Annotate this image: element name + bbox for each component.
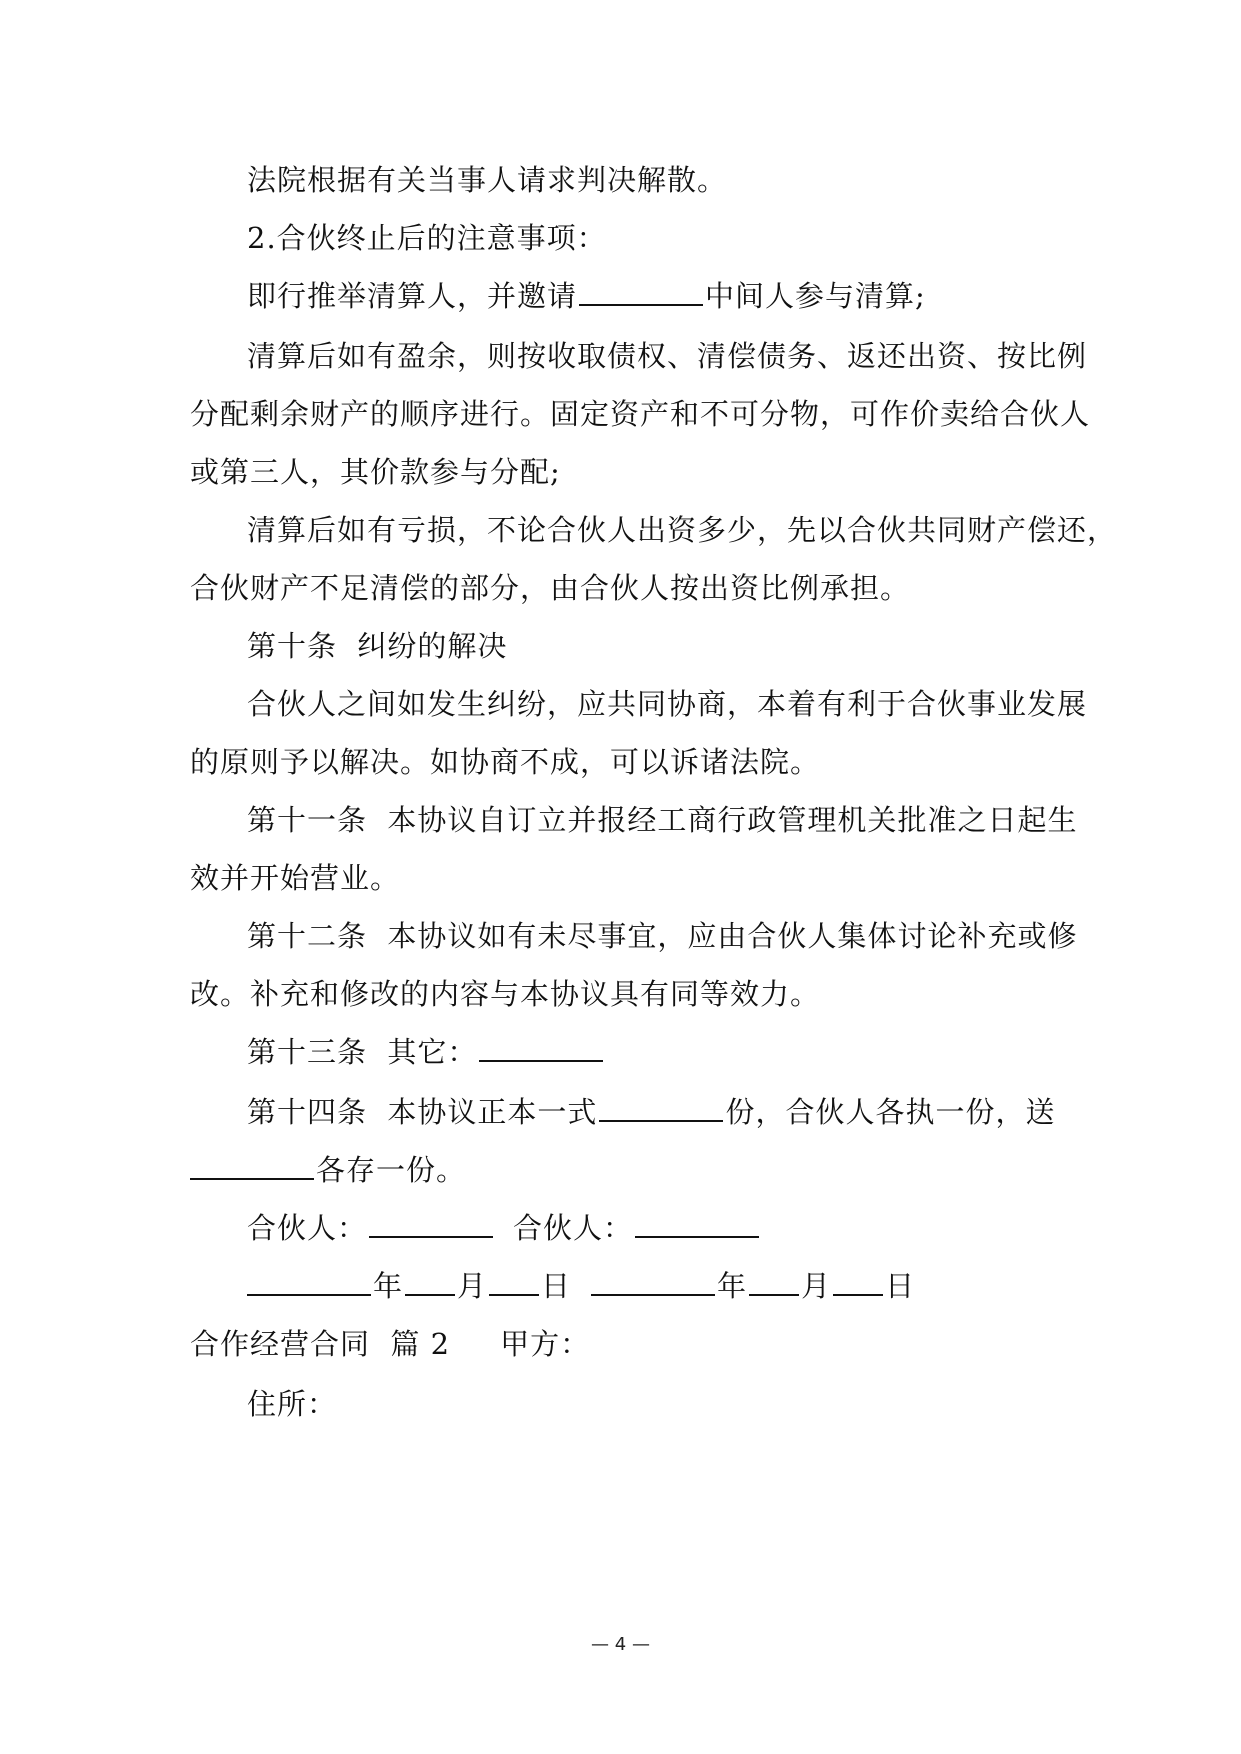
text: 第十二条 本协议如有未尽事宜，应由合伙人集体讨论补充或修 [247, 919, 1078, 953]
text: 年 [373, 1269, 404, 1303]
day-blank[interactable] [833, 1266, 883, 1296]
text: 分配剩余财产的顺序进行。固定资产和不可分物，可作价卖给合伙人 [190, 397, 1091, 431]
text: 住所： [247, 1387, 338, 1421]
text-line [247, 1384, 337, 1424]
text-line [190, 568, 910, 608]
text: 合作经营合同 篇 2 [190, 1327, 451, 1361]
text-line [190, 974, 820, 1014]
text: 合伙财产不足清偿的部分，由合伙人按出资比例承担。 [190, 571, 911, 605]
text-line [247, 1032, 605, 1072]
fill-in-blank[interactable] [190, 1150, 314, 1180]
text-line [247, 510, 1117, 550]
year-blank[interactable] [247, 1266, 371, 1296]
text: 清算后如有亏损，不论合伙人出资多少，先以合伙共同财产偿还， [247, 513, 1118, 547]
text-line [247, 276, 926, 316]
fill-in-blank[interactable] [579, 276, 703, 306]
section-heading [247, 626, 507, 666]
text: 法院根据有关当事人请求判决解散。 [247, 163, 728, 197]
text-line [190, 1150, 466, 1190]
day-blank[interactable] [489, 1266, 539, 1296]
page-number: — 4 — [591, 1634, 650, 1655]
text: 合伙人： [513, 1211, 634, 1245]
text-line [190, 394, 1090, 434]
text: 2.合伙终止后的注意事项： [247, 221, 607, 255]
text: 的原则予以解决。如协商不成，可以诉诸法院。 [190, 745, 821, 779]
text-line [190, 858, 400, 898]
text: 效并开始营业。 [190, 861, 401, 895]
month-blank[interactable] [405, 1266, 455, 1296]
text-line [247, 160, 727, 200]
text: 第十一条 本协议自订立并报经工商行政管理机关批准之日起生 [247, 803, 1078, 837]
partner-name-blank[interactable] [369, 1208, 493, 1238]
section-heading [190, 1324, 590, 1364]
text: 合伙人之间如发生纠纷，应共同协商，本着有利于合伙事业发展 [247, 687, 1088, 721]
fill-in-blank[interactable] [479, 1032, 603, 1062]
text-line [247, 336, 1087, 376]
text: 年 [717, 1269, 748, 1303]
text-line [247, 1092, 1055, 1132]
text: 日 [885, 1269, 916, 1303]
signature-line [247, 1208, 761, 1248]
text: 合伙人： [247, 1211, 368, 1245]
text: 即行推举清算人，并邀请 [247, 279, 578, 313]
text: 各存一份。 [316, 1153, 467, 1187]
year-blank[interactable] [591, 1266, 715, 1296]
text: 第十条 纠纷的解决 [247, 629, 508, 663]
partner-name-blank[interactable] [635, 1208, 759, 1238]
text-line [247, 684, 1087, 724]
text-line [247, 916, 1077, 956]
text-line [190, 452, 561, 492]
text: 或第三人，其价款参与分配; [190, 455, 561, 489]
text: 日 [541, 1269, 572, 1303]
text: 第十四条 本协议正本一式 [247, 1095, 598, 1129]
text: 月 [457, 1269, 488, 1303]
text: 甲方： [500, 1327, 591, 1361]
date-line [247, 1266, 915, 1306]
text: 改。补充和修改的内容与本协议具有同等效力。 [190, 977, 821, 1011]
text-line [247, 218, 607, 258]
text: 月 [801, 1269, 832, 1303]
text: 中间人参与清算; [705, 279, 926, 313]
text: 第十三条 其它： [247, 1035, 478, 1069]
month-blank[interactable] [749, 1266, 799, 1296]
text: 清算后如有盈余，则按收取债权、清偿债务、返还出资、按比例 [247, 339, 1088, 373]
text-line [247, 800, 1077, 840]
text: 份，合伙人各执一份，送 [725, 1095, 1056, 1129]
fill-in-blank[interactable] [599, 1092, 723, 1122]
text-line [190, 742, 820, 782]
